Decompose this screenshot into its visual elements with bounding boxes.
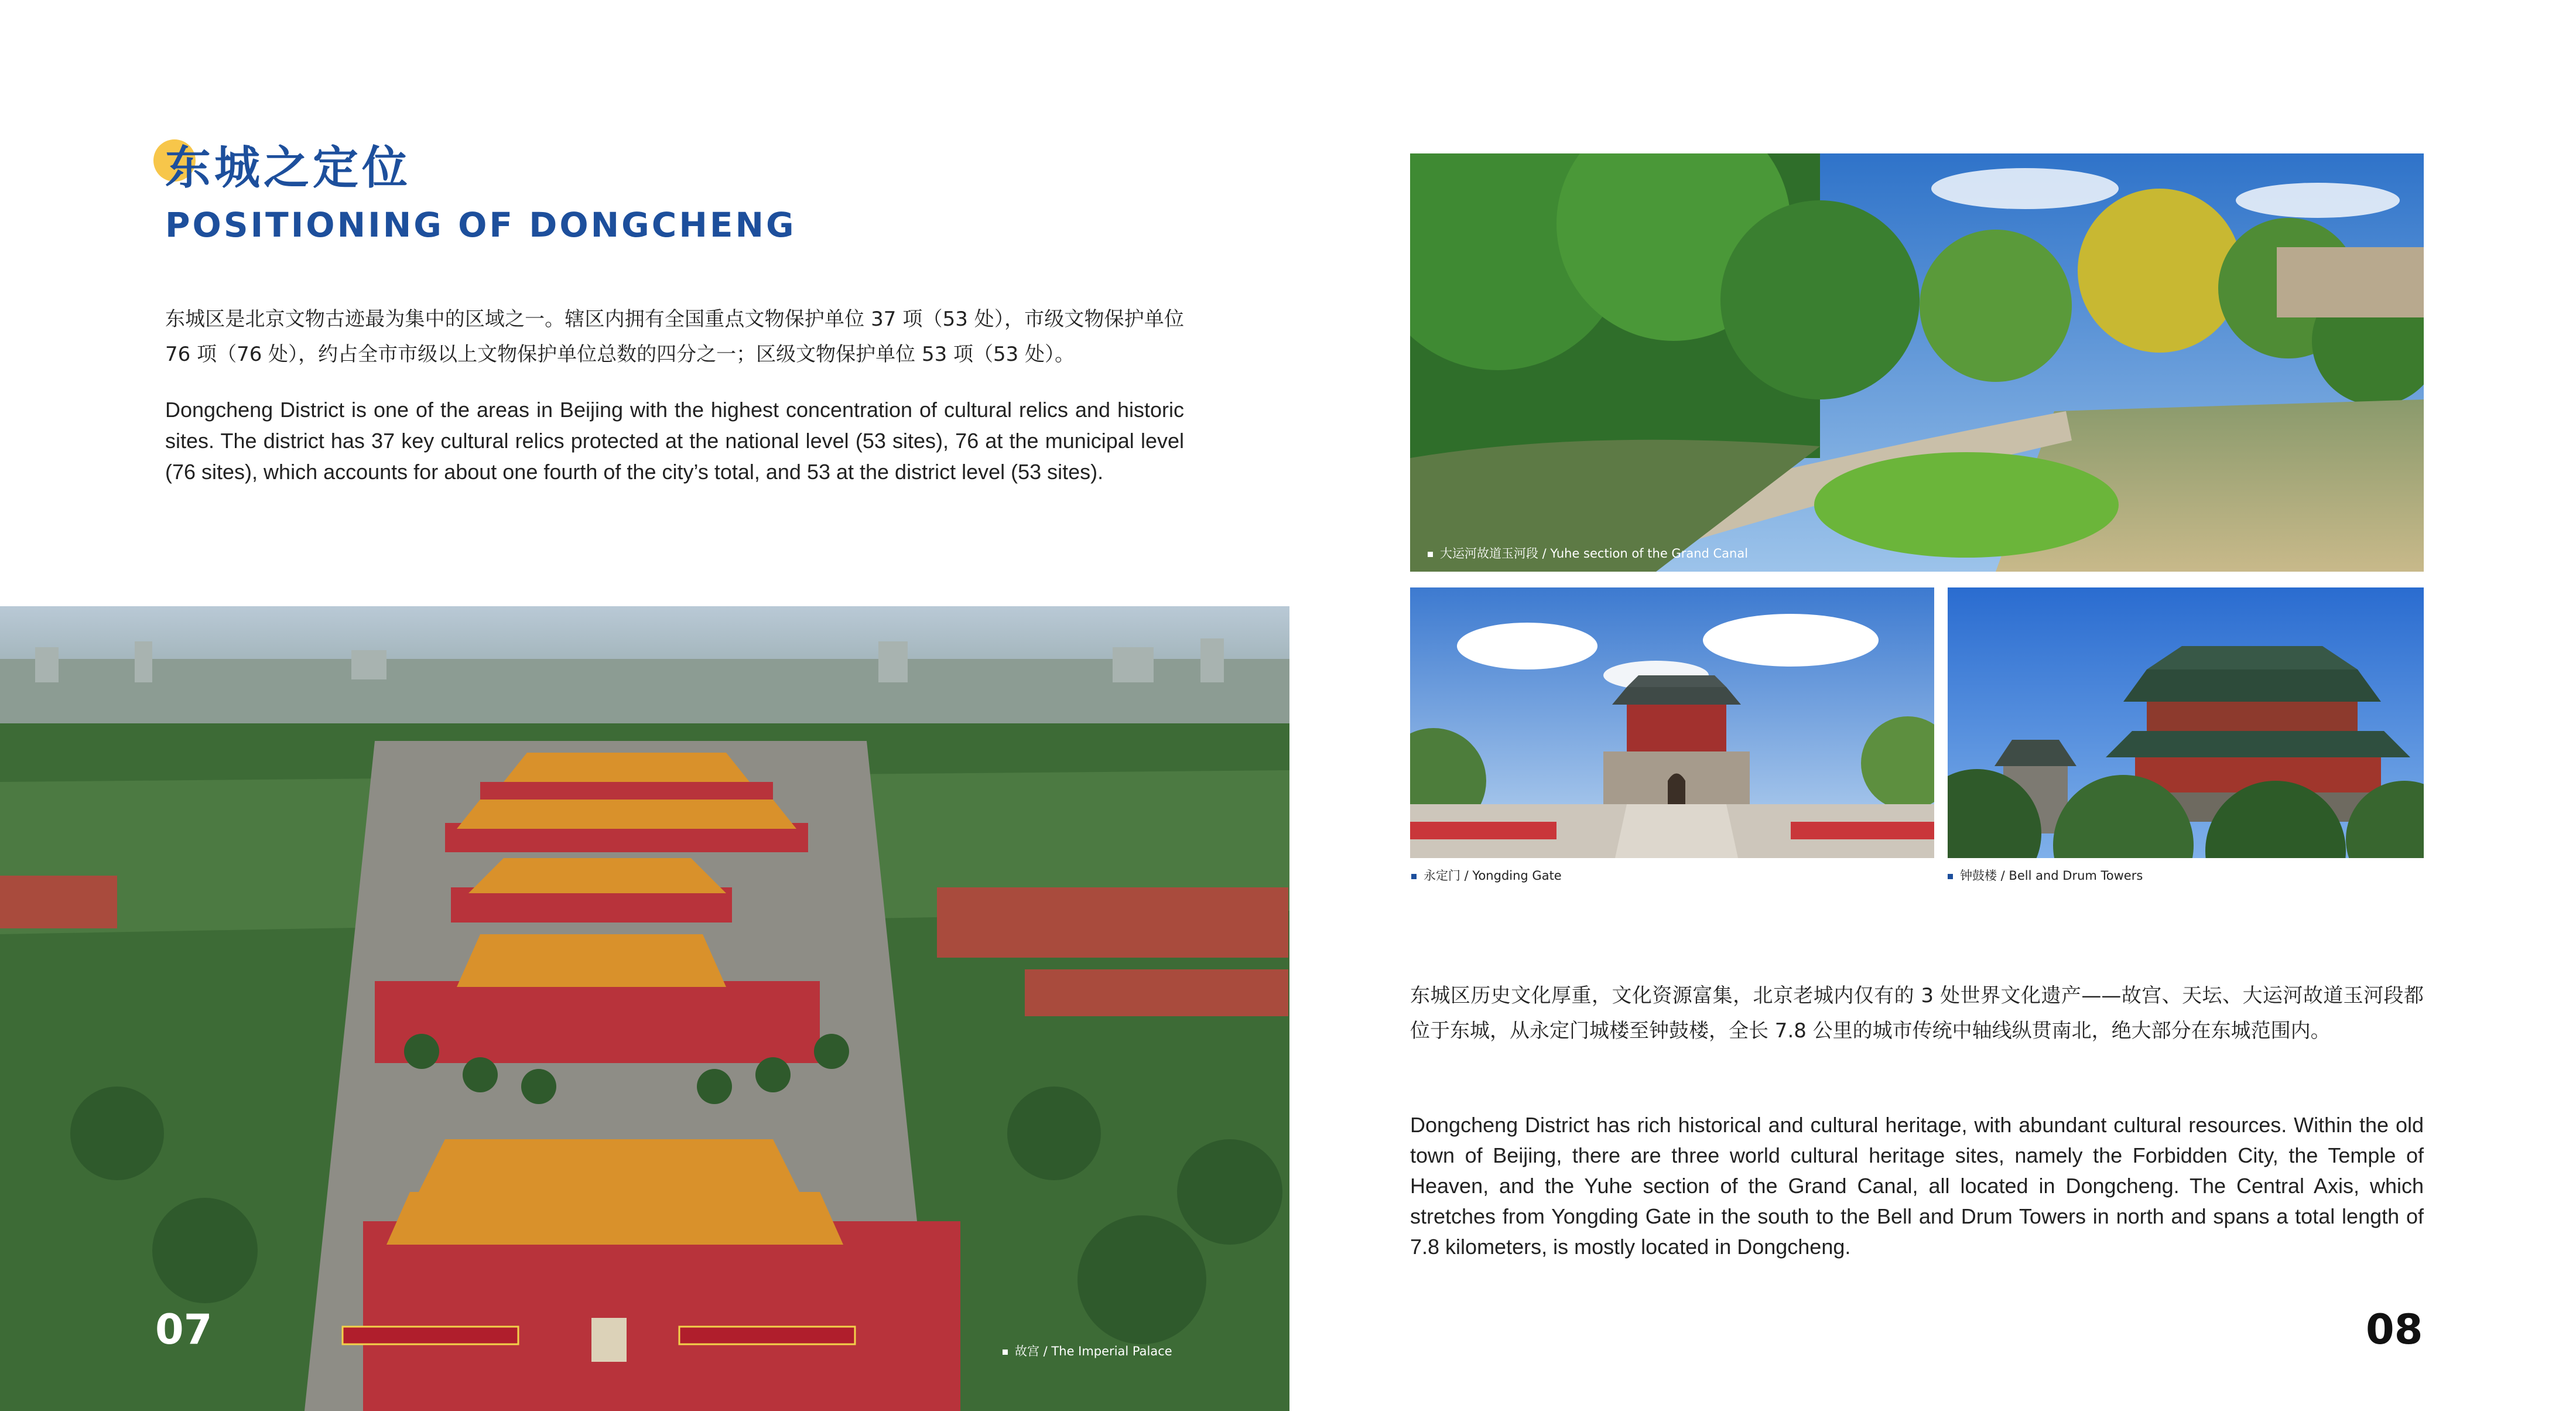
intro-paragraph-cn: 东城区是北京文物古迹最为集中的区域之一。辖区内拥有全国重点文物保护单位 37 项（53 处），市级文物保护单位 76 项（76 处），约占全市市级以上文物保护单位总数的四分之一；区级文物保护单位 53 项（53 处）。 xyxy=(165,308,1184,366)
grand-canal-caption xyxy=(1428,548,1748,560)
caption-bullet-icon xyxy=(1428,552,1433,557)
yongding-gate-caption-text: 永定门 / Yongding Gate xyxy=(1424,869,1562,883)
bell-drum-towers-caption xyxy=(1948,870,2143,882)
yongding-gate-photo xyxy=(1410,587,1934,858)
heritage-paragraph-en: Dongcheng District has rich historical and cultural heritage, with abundant cultural resources. Within the old town of Beijing, there are three world cultural heritage sites, namely the Forbidden City, the Temple of Heaven, and the Yuhe section of the Grand Canal, all located in Dongcheng. The Central Axis, which stretches from Yongding Gate in the south to the Bell and Drum Towers in north and spans a total length of 7.8 kilometers, is mostly located in Dongcheng. xyxy=(1410,1113,2424,1259)
grand-canal-caption-text: 大运河故道玉河段 / Yuhe section of the Grand Canal xyxy=(1440,546,1749,561)
heritage-paragraph-cn: 东城区历史文化厚重，文化资源富集，北京老城内仅有的 3 处世界文化遗产——故宫、天坛、大运河故道玉河段都位于东城，从永定门城楼至钟鼓楼，全长 7.8 公里的城市传统中轴线纵贯南北，绝大部分在东城范围内。 xyxy=(1410,984,2424,1043)
page-number-right: 08 xyxy=(2366,1306,2423,1354)
imperial-palace-caption xyxy=(1003,1345,1172,1358)
caption-bullet-icon xyxy=(1003,1349,1008,1355)
bell-drum-towers-caption-text: 钟鼓楼 / Bell and Drum Towers xyxy=(1960,869,2143,883)
bell-drum-towers-photo xyxy=(1948,587,2424,858)
yongding-gate-caption xyxy=(1411,870,1562,882)
page-number-left: 07 xyxy=(155,1306,213,1354)
imperial-palace-caption-text: 故宫 / The Imperial Palace xyxy=(1015,1344,1172,1358)
imperial-palace-photo xyxy=(0,606,1289,1411)
grand-canal-photo xyxy=(1410,153,2424,572)
page-title-cn: 东城之定位 xyxy=(165,142,412,194)
caption-bullet-icon xyxy=(1411,874,1417,879)
page-title-en: POSITIONING OF DONGCHENG xyxy=(165,205,796,245)
caption-bullet-icon xyxy=(1948,874,1953,879)
intro-paragraph-en: Dongcheng District is one of the areas in Beijing with the highest concentration of cultural relics and historic sites. The district has 37 key cultural relics protected at the national level (53 sites), 76 at the municipal level (76 sites), which accounts for about one fourth of the city’s total, and 53 at the district level (53 sites). xyxy=(165,398,1184,484)
